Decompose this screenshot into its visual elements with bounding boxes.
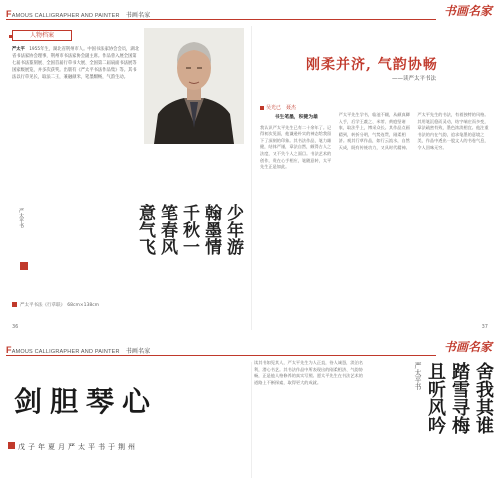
artist-portrait: [144, 28, 244, 144]
calligraphy-column: 笔春风: [157, 204, 177, 255]
header: [4, 2, 496, 24]
article-column: 读其书如见其人，严太平先生为人正直，待人诚恳，淡泊名利，潜心书艺。其书法作品中所表现出的刚柔相济、气韵协畅，正是他人格修养的真实写照。愿太平先生在书法艺术的道路上不断探索，取得更大的成就。: [254, 360, 363, 385]
article-author: 吴光已 聂杰: [260, 104, 296, 111]
calligraphy-column: 翰墨情: [201, 204, 221, 255]
left-page: [4, 360, 248, 482]
page-number-right: 37: [481, 324, 488, 330]
calligraphy-inscription: 戊子年夏月严太平书于荆州: [18, 443, 138, 451]
calligraphy-column: 千秋一: [179, 204, 199, 255]
spine-divider: [251, 26, 252, 330]
article-column: 严太平先生的书法，有着独特的风格。其用笔沉稳而灵动，结字端庄而多变，章法疏密有致，墨色浓淡相宜。他注重书法的内在气韵，追求笔墨的意境之美，作品中透出一股文人的书卷气息，令人回味无穷。: [417, 112, 489, 150]
calligraphy-column: 少年游: [223, 204, 243, 255]
header: [4, 338, 496, 360]
spine-divider: [251, 362, 252, 478]
header-rule: [6, 19, 436, 20]
bio-name: 严太平: [12, 47, 25, 52]
brand-logo: 书画名家: [443, 340, 492, 354]
section-label: 书画名家: [125, 13, 151, 19]
left-page: [4, 24, 248, 334]
magazine-name: FAMOUS CALLIGRAPHER AND PAINTER 书画名家: [6, 9, 151, 19]
article-column: 书生笔墨，积健为雄 我认识严太平先生已有二十余年了。记得初次见面，他谦逊朴实的神态给我留下了深刻的印象。其书法作品，笔力雄健，结体严谨，章法自然，颇得古人之法度，又不失个人之面目。书法艺术的创作，贵在心手相应，笔随意转，太平先生正是如此。: [260, 115, 332, 170]
bio-tag: 人物档案: [12, 30, 72, 41]
calligraphy-column: 且听风吟: [425, 362, 446, 434]
top-spread: [4, 2, 496, 334]
calligraphy-column: 意气飞: [135, 204, 155, 255]
magazine-name: FAMOUS CALLIGRAPHER AND PAINTER 书画名家: [6, 345, 151, 355]
brand-logo: 书画名家: [443, 4, 492, 18]
vertical-calligraphy: [370, 360, 496, 482]
calligraphy-artwork: [10, 200, 246, 296]
section-heading: 书生笔墨，积健为雄: [274, 115, 318, 120]
bottom-spread: [4, 338, 496, 482]
bio-text: 严太平 1955年生，湖北省荆州市人。中国书法家协会会员，湖北省书法家协会理事，荆州市书法家协会副主席。作品曾入展全国第七届书法篆刻展、全国首届行草书大展、全国第二届扇面书法展等国家级展览，并多次获奖。出版有《严太平书法作品集》等。其书法以行草见长，取法二王，兼融颜米，笔墨酣畅，气韵生动。: [12, 47, 139, 80]
page-number-left: 36: [12, 324, 19, 330]
calligraphy-column: 踏雪寻梅: [449, 362, 470, 434]
calligraphy-signature: 严太平书: [414, 362, 422, 390]
article-column: 严太平先生学书，临池不辍，从颜真卿入手，后学王羲之、米芾、黄庭坚诸家，取法乎上，博采众长。其作品点画精到，转折分明，气势连贯，刚柔相济。观其行草作品，如行云流水，自然天成，既有传统功力，又具时代精神。: [338, 112, 410, 150]
horizontal-calligraphy: 剑胆琴心: [14, 385, 159, 418]
calligraphy-column: 舍我其谁: [473, 362, 494, 434]
seal-stamp: [20, 262, 28, 270]
article-headline: 刚柔并济, 气韵协畅: [306, 57, 438, 73]
artwork-caption: 严太平书法《行草联》 68cm×138cm: [12, 302, 99, 308]
article-body: [260, 112, 490, 320]
header-rule: [6, 355, 436, 356]
calligraphy-columns: [135, 204, 242, 255]
section-label: 书画名家: [125, 349, 151, 355]
seal-stamp: [8, 442, 15, 449]
article-subhead: ——读严太平书法: [392, 76, 437, 82]
right-page: [254, 24, 496, 334]
calligraphy-signature: 严太平书: [18, 208, 24, 228]
